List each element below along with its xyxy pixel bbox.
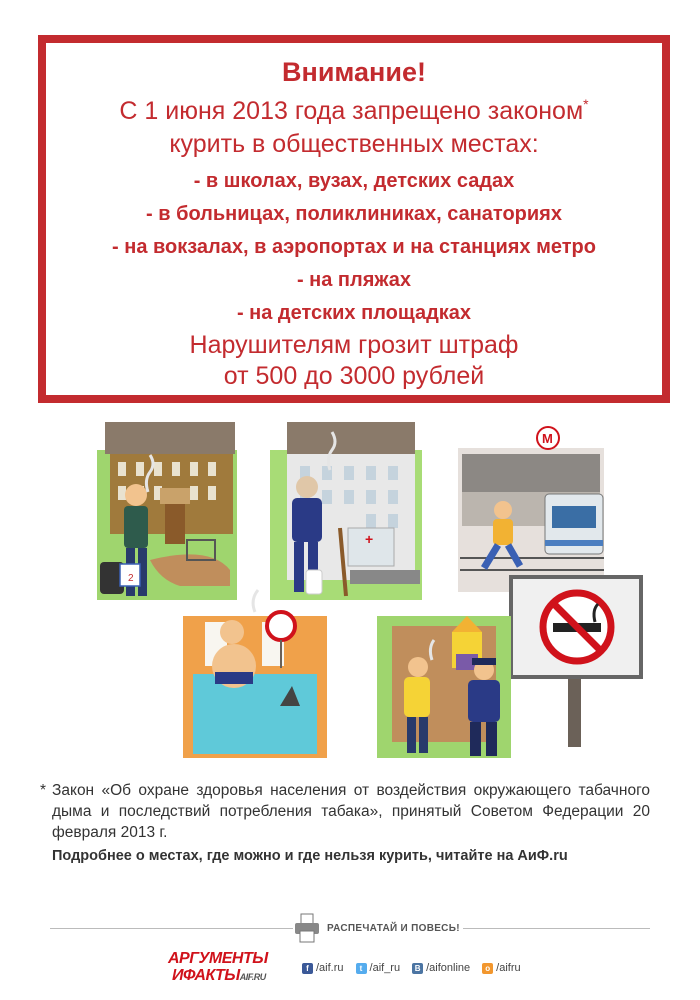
brand-domain: AIF.RU [239, 972, 266, 982]
social-link-odnoklassniki[interactable] [482, 962, 520, 974]
notice-intro [46, 88, 662, 161]
social-label: /aif.ru [316, 962, 344, 974]
banned-place-item: - в школах, вузах, детских садах [193, 170, 515, 192]
social-links [302, 962, 521, 974]
notice-intro-line2: курить в общественных местах: [169, 130, 539, 158]
pharmacy-cross: + [365, 531, 374, 547]
social-link-vkontakte[interactable] [412, 962, 470, 974]
fine-line2: от 500 до 3000 рублей [223, 362, 485, 390]
more-info-text: Подробнее о местах, где можно и где нельзя курить, читайте на АиФ.ru [52, 848, 568, 864]
divider-left [50, 928, 293, 929]
calendar-digit: 2 [128, 573, 134, 584]
odnoklassniki-icon: o [482, 963, 493, 974]
social-label: /aif_ru [369, 962, 401, 974]
playground-scene-illustration [377, 616, 511, 758]
notice-box [38, 35, 670, 403]
brand-line2-text: ИФАКТЫ [172, 967, 240, 984]
banned-place-item: - на пляжах [296, 269, 412, 291]
beach-scene-illustration [183, 590, 327, 758]
school-scene-illustration [97, 422, 237, 600]
footnote [40, 780, 650, 843]
social-label: /aifonline [426, 962, 471, 974]
vkontakte-icon: B [412, 963, 423, 974]
footnote-text: Закон «Об охране здоровья населения от воздействия окружающего табачного дыма и последствий потребления табака», принятый Советом Федерации 20 февраля 2013 г. [52, 782, 650, 841]
facebook-icon: f [302, 963, 313, 974]
fine-line1: Нарушителям грозит штраф [189, 331, 519, 359]
banned-place-item: - в больницах, поликлиниках, санаториях [146, 203, 562, 225]
twitter-icon: t [356, 963, 367, 974]
social-link-twitter[interactable] [356, 962, 401, 974]
brand-line2 [168, 967, 286, 986]
divider-right [463, 928, 650, 929]
fine-text [46, 330, 662, 392]
printer-icon [293, 913, 321, 943]
metro-logo: М [542, 431, 553, 446]
banned-places-list [46, 165, 662, 330]
footnote-marker: * [583, 96, 589, 112]
notice-heading: Внимание! [282, 57, 426, 87]
social-label: /aifru [496, 962, 521, 974]
banned-place-item: - на детских площадках [236, 302, 472, 324]
illustrations [0, 410, 700, 770]
brand-logo[interactable] [168, 950, 286, 988]
no-smoking-sign [511, 577, 641, 747]
brand-line1: АРГУМЕНТЫ [168, 950, 268, 967]
print-button-label: РАСПЕЧАТАЙ И ПОВЕСЬ! [327, 922, 460, 934]
footnote-asterisk: * [40, 782, 47, 799]
banned-place-item: - на вокзалах, в аэропортах и на станциях метро [112, 236, 596, 258]
metro-scene-illustration [458, 427, 604, 592]
print-button[interactable] [293, 910, 463, 946]
social-link-facebook[interactable] [302, 962, 344, 974]
hospital-scene-illustration [270, 422, 422, 600]
notice-intro-line1: С 1 июня 2013 года запрещено законом [119, 97, 584, 125]
